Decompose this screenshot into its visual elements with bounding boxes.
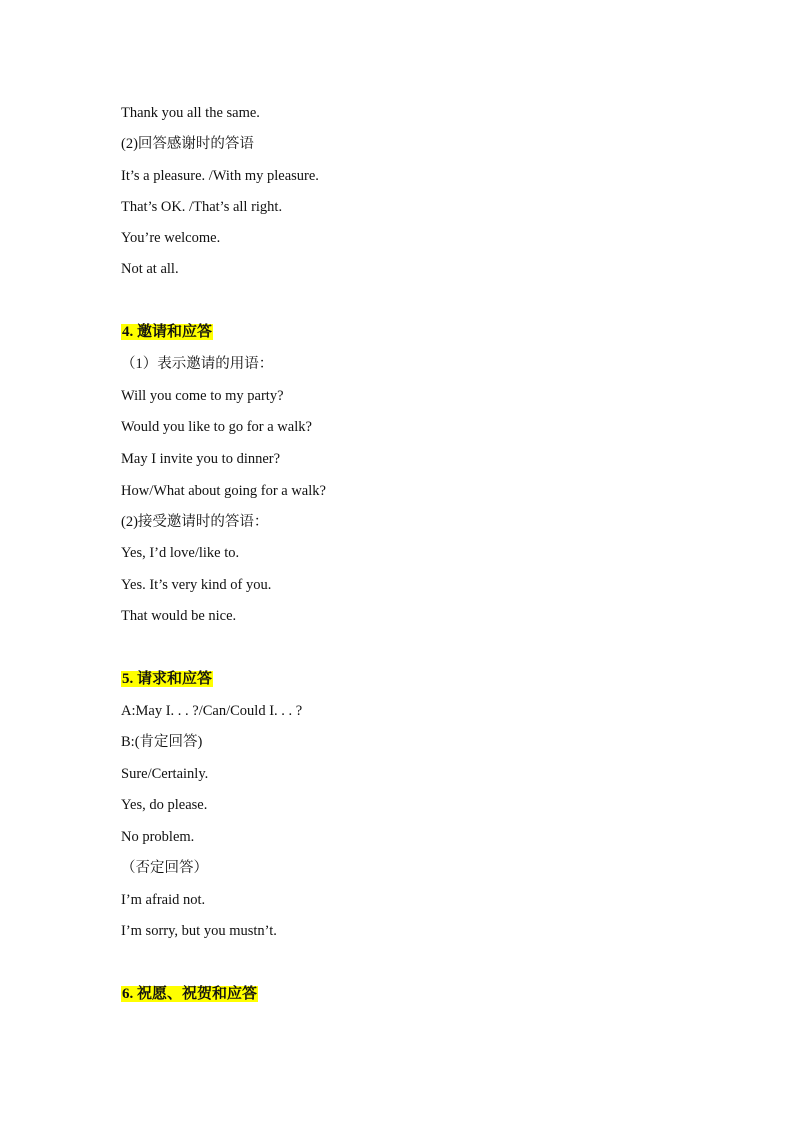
- text-line: That’s OK. /That’s all right.: [121, 199, 283, 215]
- text-line: B:(肯定回答): [121, 734, 203, 750]
- text-line: Not at all.: [121, 261, 179, 277]
- text-line: （否定回答）: [121, 860, 208, 876]
- text-line: That would be nice.: [121, 608, 237, 624]
- section-heading: [121, 321, 213, 343]
- text-line: （1）表示邀请的用语：: [121, 356, 274, 372]
- section-heading: [121, 983, 258, 1005]
- text-line: Will you come to my party?: [121, 388, 284, 404]
- text-line: Thank you all the same.: [121, 105, 260, 121]
- text-line: (2)接受邀请时的答语：: [121, 514, 269, 530]
- section-heading-text: 6. 祝愿、祝贺和应答: [122, 986, 258, 1002]
- text-line: Yes. It’s very kind of you.: [121, 577, 272, 593]
- text-line: How/What about going for a walk?: [121, 483, 326, 499]
- text-line: No problem.: [121, 829, 195, 845]
- text-line: Would you like to go for a walk?: [121, 419, 312, 435]
- text-line: (2)回答感谢时的答语: [121, 136, 254, 152]
- text-line: I’m afraid not.: [121, 892, 206, 908]
- section-heading-text: 5. 请求和应答: [122, 671, 213, 687]
- text-line: Yes, I’d love/like to.: [121, 545, 240, 561]
- text-line: May I invite you to dinner?: [121, 451, 281, 467]
- text-line: You’re welcome.: [121, 230, 221, 246]
- text-line: A:May I. . . ?/Can/Could I. . . ?: [121, 703, 303, 719]
- text-line: Sure/Certainly.: [121, 766, 209, 782]
- section-heading-text: 4. 邀请和应答: [122, 324, 213, 340]
- section-heading: [121, 668, 213, 690]
- text-line: It’s a pleasure. /With my pleasure.: [121, 168, 319, 184]
- text-line: I’m sorry, but you mustn’t.: [121, 923, 277, 939]
- text-line: Yes, do please.: [121, 797, 208, 813]
